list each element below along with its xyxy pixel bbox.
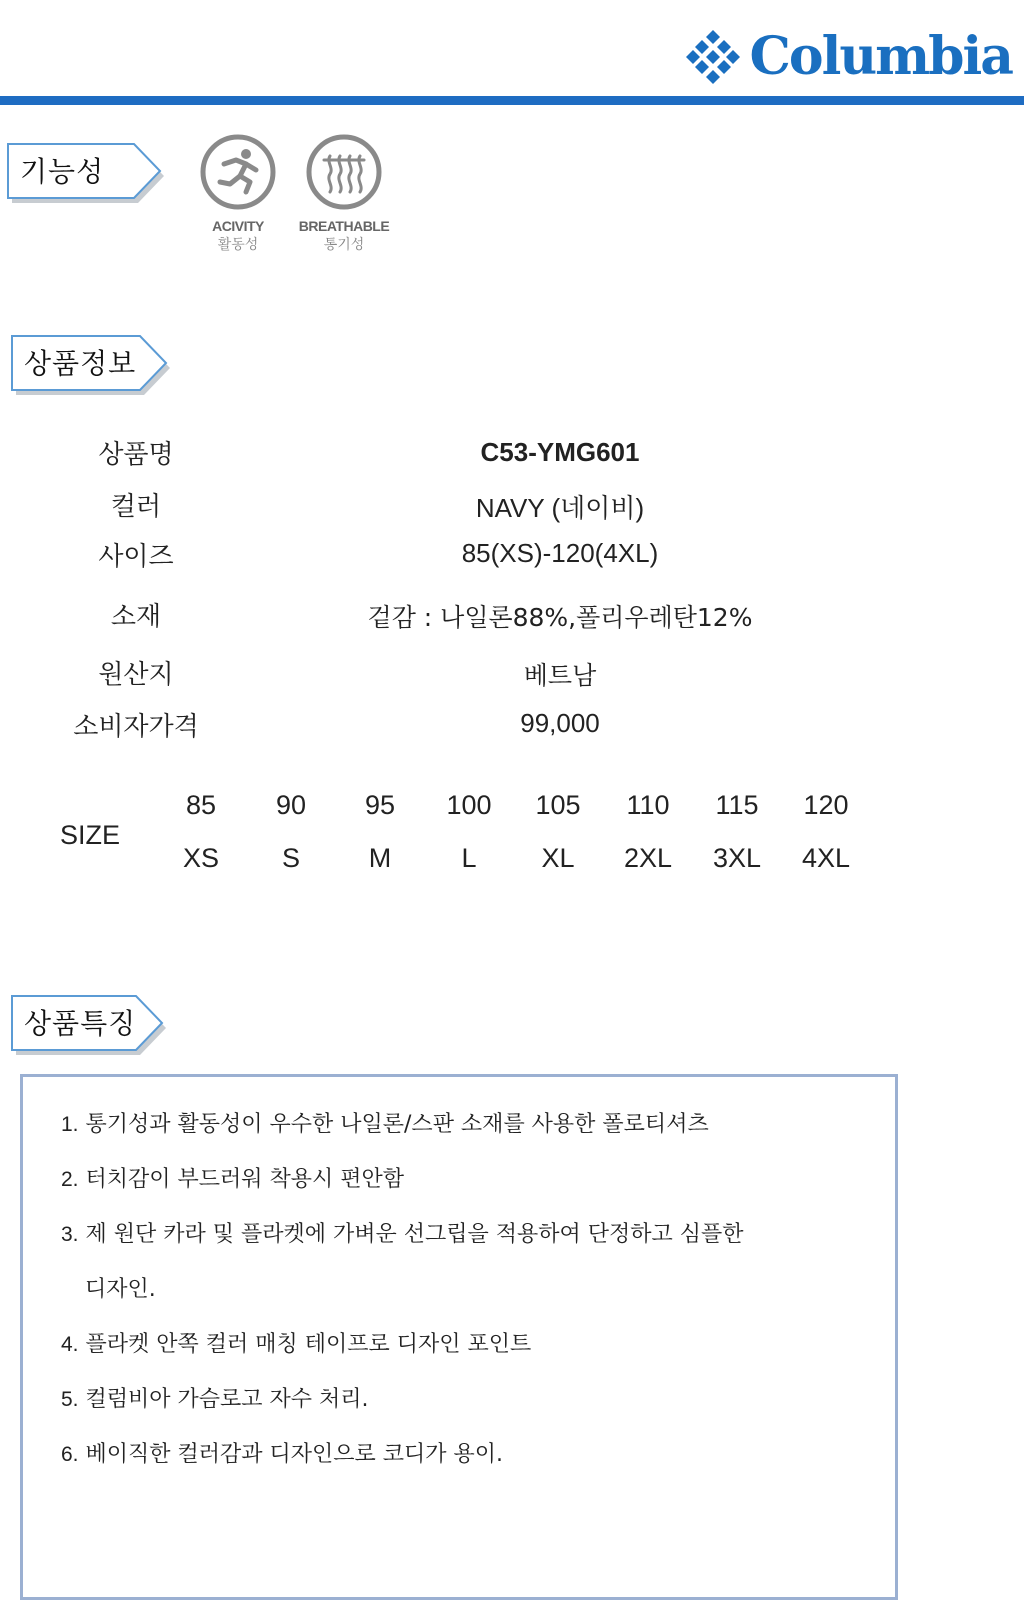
- size-number: 85: [185, 790, 217, 820]
- info-label: 소재: [110, 602, 162, 632]
- breathable-airflow-icon: [306, 134, 382, 210]
- size-letter: S: [281, 843, 300, 873]
- size-number: 90: [275, 790, 307, 820]
- size-number: 95: [364, 790, 396, 820]
- feature-breathable: [289, 134, 399, 254]
- info-value-origin: 베트남: [523, 661, 597, 690]
- info-value-price: 99,000: [520, 708, 600, 738]
- feature-label-en: ACIVITY: [212, 218, 264, 234]
- header-divider: [0, 96, 1024, 105]
- info-label: 상품명: [98, 440, 174, 470]
- highlight-item-continuation: 디자인.: [85, 1277, 156, 1302]
- size-number: 110: [626, 790, 670, 820]
- info-value-size: 85(XS)-120(4XL): [461, 538, 659, 568]
- brand-name: Columbia: [749, 26, 1012, 87]
- running-person-icon: [200, 134, 276, 210]
- size-letter: L: [461, 843, 477, 873]
- brand-logo: [682, 26, 1012, 88]
- size-letter: 3XL: [712, 843, 762, 873]
- info-value-color: NAVY (네이비): [475, 493, 645, 523]
- info-label: 사이즈: [98, 542, 174, 572]
- section-title-highlights: 상품특징: [24, 1007, 137, 1040]
- highlight-item: 2. 터치감이 부드러워 착용시 편안함: [61, 1167, 405, 1192]
- columbia-diamond-icon: [682, 26, 744, 88]
- info-value-material: 겉감 : 나일론88%,폴리우레탄12%: [367, 603, 753, 632]
- size-letter: M: [368, 843, 392, 873]
- highlight-item: 3. 제 원단 카라 및 플라켓에 가벼운 선그립을 적용하여 단정하고 심플한: [61, 1222, 744, 1247]
- size-table-title: SIZE: [60, 820, 121, 850]
- size-number: 115: [715, 790, 759, 820]
- feature-label-en: BREATHABLE: [298, 218, 390, 234]
- info-label: 컬러: [110, 492, 162, 522]
- section-title-info: 상품정보: [24, 347, 137, 380]
- size-number: 105: [535, 790, 581, 820]
- info-label: 소비자가격: [73, 712, 199, 742]
- size-letter: XS: [182, 843, 220, 873]
- section-tag-features: [6, 140, 168, 200]
- feature-label-ko: 통기성: [323, 237, 365, 253]
- feature-activity: [183, 134, 293, 254]
- size-letter: 2XL: [623, 843, 673, 873]
- size-letter: XL: [541, 843, 575, 873]
- section-tag-info: [10, 332, 172, 392]
- highlight-item: 1. 통기성과 활동성이 우수한 나일론/스판 소재를 사용한 폴로티셔츠: [61, 1112, 709, 1137]
- highlight-item: 6. 베이직한 컬러감과 디자인으로 코디가 용이.: [61, 1442, 504, 1467]
- section-tag-highlights: [10, 992, 172, 1052]
- highlight-item: 5. 컬럼비아 가슴로고 자수 처리.: [61, 1387, 369, 1412]
- info-label: 원산지: [98, 660, 174, 690]
- info-value-product-name: C53-YMG601: [480, 437, 640, 467]
- size-number: 100: [446, 790, 492, 820]
- section-title-features: 기능성: [20, 155, 105, 188]
- feature-label-ko: 활동성: [217, 237, 259, 253]
- size-number: 120: [803, 790, 849, 820]
- size-letter: 4XL: [801, 843, 851, 873]
- highlight-item: 4. 플라켓 안쪽 컬러 매칭 테이프로 디자인 포인트: [61, 1332, 532, 1357]
- highlights-box: [20, 1074, 898, 1600]
